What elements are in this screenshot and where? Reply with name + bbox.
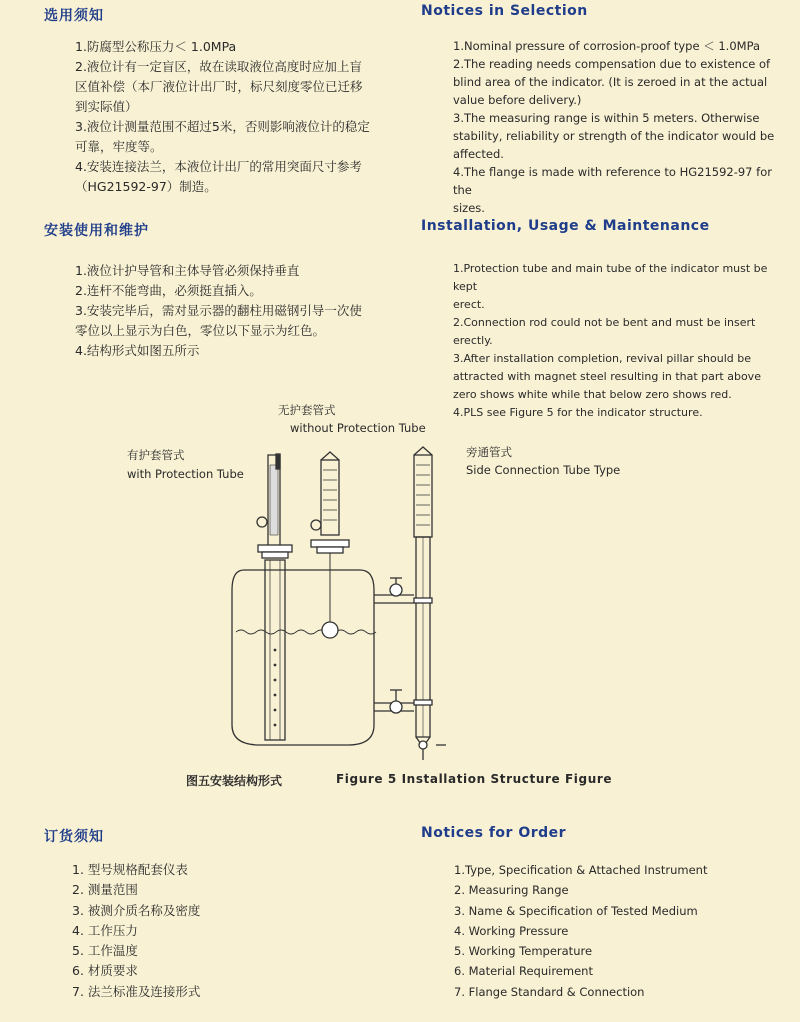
list-item: 区值补偿（本厂液位计出厂时，标尺刻度零位已迁移	[75, 79, 363, 94]
list-item: 2.Connection rod could not be bent and must be insert	[453, 316, 756, 329]
list-item: 3.液位计测量范围不超过5米，否则影响液位计的稳定	[75, 119, 370, 134]
list-item: affected.	[453, 147, 504, 161]
list-item: attracted with magnet steel resulting in that part above	[453, 370, 761, 383]
label-side-en: Side Connection Tube Type	[466, 463, 621, 477]
list-item: 4. Working Pressure	[454, 923, 569, 938]
float-ball	[322, 622, 338, 638]
list-item: 6. Material Requirement	[454, 964, 593, 979]
list-item: 1.Protection tube and main tube of the indicator must be kept	[453, 262, 768, 293]
order-title-en: Notices for Order	[421, 825, 567, 841]
order-list-en	[454, 860, 784, 1002]
list-item: zero shows white while that below zero shows red.	[453, 388, 732, 401]
valve-drain	[419, 741, 427, 749]
label-without-cn: 无护套管式	[278, 403, 336, 417]
list-item: erectly.	[453, 334, 493, 347]
label-with-cn: 有护套管式	[127, 448, 185, 462]
list-item: 2. 测量范围	[72, 882, 138, 898]
list-item: 到实际值）	[75, 99, 138, 114]
list-item: 7. Flange Standard & Connection	[454, 984, 645, 999]
list-item: 4.安装连接法兰，本液位计出厂的常用突面尺寸参考	[75, 159, 362, 174]
list-item: 1. 型号规格配套仪表	[72, 862, 188, 877]
list-item: 3. 被测介质名称及密度	[72, 902, 201, 918]
list-item: 4.The flange is made with reference to HG21592-97 for the	[453, 165, 772, 197]
selection-title-en: Notices in Selection	[421, 3, 588, 19]
label-with-en: with Protection Tube	[127, 467, 244, 481]
figure-caption-en: Figure 5 Installation Structure Figure	[336, 772, 613, 786]
list-item: stability, reliability or strength of the indicator would be	[453, 129, 775, 143]
order-title-cn: 订货须知	[44, 829, 104, 845]
list-item: 1.Type, Specification & Attached Instrument	[454, 863, 708, 877]
indicator-middle	[321, 460, 339, 535]
list-item: 1.液位计护导管和主体导管必须保持垂直	[75, 263, 300, 278]
list-item: value before delivery.)	[453, 93, 582, 107]
list-item: 2.连杆不能弯曲，必须挺直插入。	[75, 283, 262, 298]
list-item: 3.安装完毕后，需对显示器的翻柱用磁钢引导一次使	[75, 303, 362, 318]
list-item: erect.	[453, 298, 485, 311]
label-without-en: without Protection Tube	[290, 421, 426, 435]
list-item: 4.PLS see Figure 5 for the indicator structure.	[453, 406, 703, 419]
list-item: 可靠，牢度等。	[75, 139, 163, 154]
list-item: blind area of the indicator. (It is zeroed in at the actual	[453, 75, 768, 89]
list-item: 1.Nominal pressure of corrosion-proof type ＜ 1.0MPa	[453, 39, 761, 53]
list-item: 2. Measuring Range	[454, 883, 569, 898]
list-item: 1.防腐型公称压力＜ 1.0MPa	[75, 39, 237, 54]
tank-body	[232, 570, 374, 745]
liquid-level	[236, 630, 376, 634]
list-item: 3. Name & Specification of Tested Medium	[454, 903, 698, 918]
list-item: （HG21592-97）制造。	[75, 179, 217, 194]
list-item: 4. 工作压力	[72, 922, 138, 938]
figure-caption-cn: 图五安装结构形式	[186, 774, 283, 788]
list-item: 5. 工作温度	[72, 943, 138, 959]
list-item: 5. Working Temperature	[454, 944, 593, 959]
list-item: 3.The measuring range is within 5 meters. Otherwise	[453, 111, 760, 125]
valve-upper	[390, 584, 402, 596]
list-item: 6. 材质要求	[72, 963, 138, 979]
valve-lower	[390, 701, 402, 713]
list-item: sizes.	[453, 201, 485, 215]
label-side-cn: 旁通管式	[466, 445, 512, 459]
order-list-cn	[72, 860, 372, 1002]
list-item: 2.The reading needs compensation due to existence of	[453, 57, 771, 71]
list-item: 7. 法兰标准及连接形式	[72, 983, 201, 999]
list-item: 3.After installation completion, revival pillar should be	[453, 352, 752, 365]
list-item: 4.结构形式如图五所示	[75, 343, 200, 358]
list-item: 零位以上显示为白色，零位以下显示为红色。	[75, 323, 326, 338]
installation-title-en: Installation, Usage & Maintenance	[421, 218, 710, 234]
selection-title-cn: 选用须知	[44, 8, 104, 24]
list-item: 2.液位计有一定盲区，故在读取液位高度时应加上盲	[75, 59, 362, 74]
installation-title-cn: 安装使用和维护	[44, 223, 149, 239]
